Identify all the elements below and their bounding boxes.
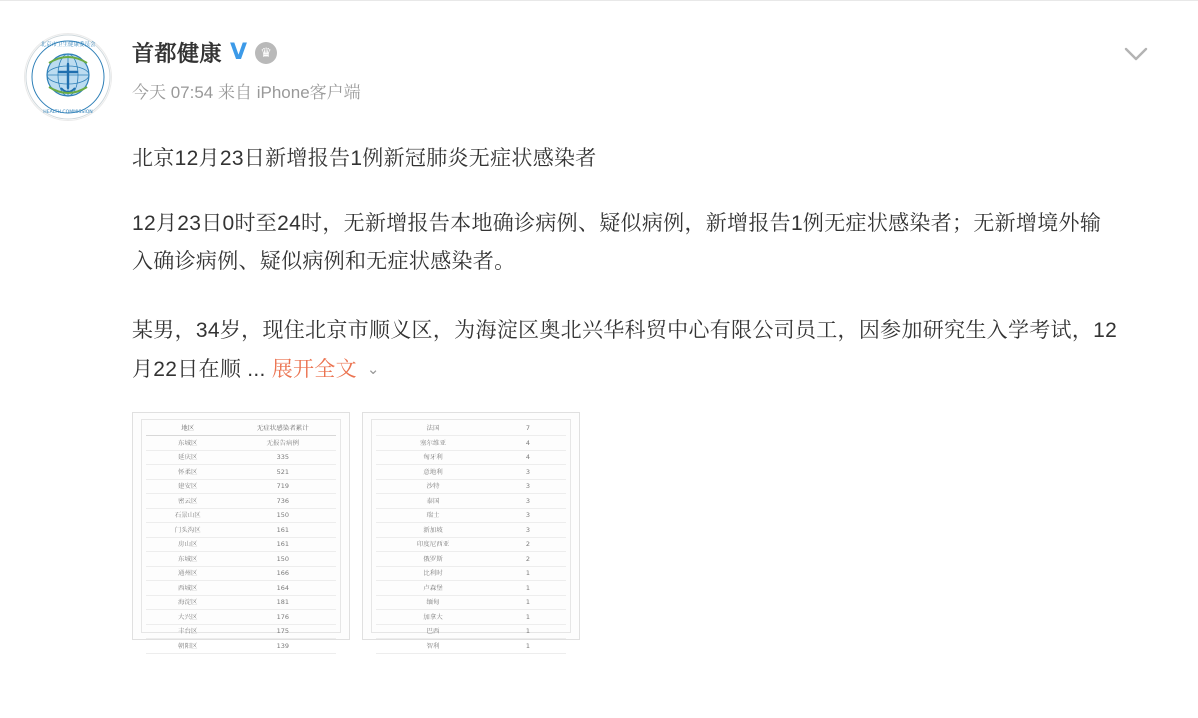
verified-badge-icon: V: [230, 39, 248, 65]
image-1-table: [146, 422, 336, 654]
table-row: [146, 537, 336, 552]
avatar-container[interactable]: [24, 29, 120, 121]
post-images: [132, 412, 1118, 650]
cell: 新加坡: [376, 523, 490, 536]
cell: 无报告病例: [230, 436, 336, 449]
cell: 3: [490, 480, 566, 493]
post-title: 北京12月23日新增报告1例新冠肺炎无症状感染者: [132, 147, 597, 170]
cell: 法国: [376, 422, 490, 435]
cell: 2: [490, 552, 566, 565]
table-row: [376, 465, 566, 480]
table-row: [376, 639, 566, 654]
table-row: [376, 508, 566, 523]
cell: 密云区: [146, 494, 230, 507]
cell: 139: [230, 639, 336, 652]
image-2-frame: [371, 419, 571, 650]
table-row: [146, 422, 336, 436]
post-time: 今天 07:54: [132, 83, 214, 102]
cell: 150: [230, 552, 336, 565]
weibo-post-card: [0, 1, 1198, 650]
cell: 3: [490, 494, 566, 507]
avatar[interactable]: [24, 33, 112, 121]
table-row: [146, 479, 336, 494]
cell: 1: [490, 596, 566, 609]
cell: 朝阳区: [146, 639, 230, 652]
cell: 通州区: [146, 567, 230, 580]
cell: 1: [490, 610, 566, 623]
table-row: [376, 422, 566, 436]
post-paragraph-1: 12月23日0时至24时，无新增报告本地确诊病例、疑似病例，新增报告1例无症状感染者；无新增境外输入确诊病例、疑似病例和无症状感染者。: [132, 211, 1102, 274]
table-row: [146, 610, 336, 625]
cell: 丰台区: [146, 625, 230, 638]
table-row: [376, 537, 566, 552]
cell: 3: [490, 523, 566, 536]
cell: 大兴区: [146, 610, 230, 623]
svg-text:北京市卫生健康委员会: 北京市卫生健康委员会: [40, 42, 96, 48]
cell: 150: [230, 509, 336, 522]
cell: 瑞士: [376, 509, 490, 522]
post-meta: [132, 78, 1158, 103]
cell: 175: [230, 625, 336, 638]
cell: 1: [490, 639, 566, 652]
table-row: [146, 566, 336, 581]
table-row: [376, 479, 566, 494]
table-row: [146, 450, 336, 465]
cell: 4: [490, 451, 566, 464]
cell: 161: [230, 523, 336, 536]
post-image-thumbnail-2[interactable]: [362, 412, 580, 650]
table-row: [376, 610, 566, 625]
post-header: [24, 29, 1158, 121]
cell: 意地利: [376, 465, 490, 478]
table-row: [376, 595, 566, 610]
cell: 海淀区: [146, 596, 230, 609]
cell: 3: [490, 509, 566, 522]
cell: 匈牙利: [376, 451, 490, 464]
post-paragraph-2: [132, 312, 1118, 390]
image-1-header-0: 地区: [146, 422, 230, 435]
cell: 加拿大: [376, 610, 490, 623]
expand-full-text-link[interactable]: 展开全文: [271, 358, 357, 382]
cell: 沙特: [376, 480, 490, 493]
table-row: [376, 566, 566, 581]
cell: 1: [490, 625, 566, 638]
cell: 俄罗斯: [376, 552, 490, 565]
cell: 166: [230, 567, 336, 580]
table-row: [146, 436, 336, 451]
table-row: [146, 494, 336, 509]
post-image-thumbnail-1[interactable]: [132, 412, 350, 650]
table-row: [146, 581, 336, 596]
cell: 176: [230, 610, 336, 623]
cell: 延庆区: [146, 451, 230, 464]
image-2-table-body: [376, 422, 566, 654]
cell: 161: [230, 538, 336, 551]
table-row: [146, 639, 336, 654]
health-commission-logo-icon: [25, 34, 111, 120]
table-row: [376, 450, 566, 465]
cell: 石景山区: [146, 509, 230, 522]
cell: 巴西: [376, 625, 490, 638]
table-row: [376, 624, 566, 639]
table-row: [146, 552, 336, 567]
post-header-text: [120, 29, 1158, 103]
post-source[interactable]: 来自 iPhone客户端: [218, 83, 361, 102]
table-row: [146, 465, 336, 480]
cell: 塞尔维亚: [376, 436, 490, 449]
image-1-table-body: [146, 422, 336, 654]
cell: 怀柔区: [146, 465, 230, 478]
cell: 164: [230, 581, 336, 594]
cell: 181: [230, 596, 336, 609]
image-1-header-1: 无症状感染者累计: [230, 422, 336, 435]
cell: 缅甸: [376, 596, 490, 609]
post-paragraph-2-text: 某男，34岁，现住北京市顺义区，为海淀区奥北兴华科贸中心有限公司员工，因参加研究生入学考试，12月22日在顺 ...: [132, 319, 1118, 382]
cell: 门头沟区: [146, 523, 230, 536]
image-2-table: [376, 422, 566, 654]
cell: 西城区: [146, 581, 230, 594]
image-1-frame: [141, 419, 341, 650]
table-row: [376, 523, 566, 538]
expand-chevron-down-icon[interactable]: ⌄: [366, 361, 380, 379]
cell: 3: [490, 465, 566, 478]
cell: 521: [230, 465, 336, 478]
cell: 卢森堡: [376, 581, 490, 594]
table-row: [376, 436, 566, 451]
username-row: [132, 37, 1158, 68]
table-row: [376, 552, 566, 567]
cell: 2: [490, 538, 566, 551]
cell: 比利时: [376, 567, 490, 580]
more-options-chevron-down-icon[interactable]: [1118, 39, 1154, 69]
cell: 建安区: [146, 480, 230, 493]
table-row: [146, 508, 336, 523]
table-row: [146, 523, 336, 538]
cell: 房山区: [146, 538, 230, 551]
table-row: [376, 581, 566, 596]
cell: 719: [230, 480, 336, 493]
svg-text:HEALTH COMMISSION: HEALTH COMMISSION: [43, 110, 93, 115]
cell: 智利: [376, 639, 490, 652]
username[interactable]: 首都健康: [132, 41, 223, 66]
crown-badge-icon: ♛: [255, 42, 277, 64]
cell: 东城区: [146, 552, 230, 565]
cell: 7: [490, 422, 566, 435]
cell: 335: [230, 451, 336, 464]
cell: 1: [490, 581, 566, 594]
cell: 736: [230, 494, 336, 507]
cell: 1: [490, 567, 566, 580]
cell: 泰国: [376, 494, 490, 507]
cell: 4: [490, 436, 566, 449]
cell: 印度尼西亚: [376, 538, 490, 551]
table-row: [376, 494, 566, 509]
table-row: [146, 624, 336, 639]
post-body: [24, 143, 1158, 650]
table-row: [146, 595, 336, 610]
cell: 东城区: [146, 436, 230, 449]
